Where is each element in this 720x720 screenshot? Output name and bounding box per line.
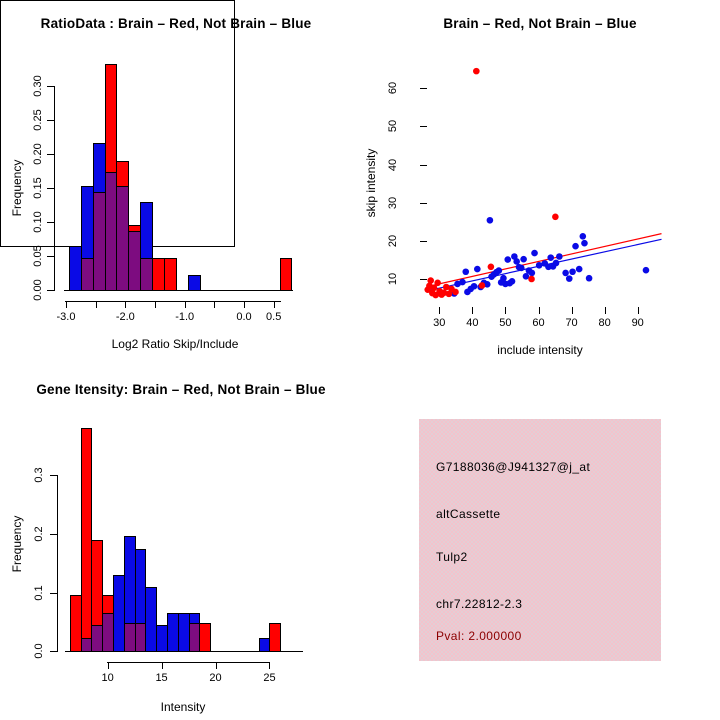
y-tick-label: 0.15 xyxy=(32,177,44,199)
y-tick-label: 0.1 xyxy=(33,584,45,601)
y-tick-label: 50 xyxy=(387,120,399,133)
histogram-bar xyxy=(140,202,153,259)
x-tick-label: 70 xyxy=(565,316,578,329)
y-tick xyxy=(47,154,54,155)
x-tick-label: 25 xyxy=(263,672,276,684)
info-panel xyxy=(419,419,661,661)
y-tick-label: 0.30 xyxy=(32,75,44,97)
x-tick xyxy=(244,301,245,308)
x-tick xyxy=(155,301,156,308)
ratio-histogram-y-axis-label: Frequency xyxy=(10,159,24,217)
y-tick xyxy=(420,126,427,127)
x-tick xyxy=(185,301,186,308)
x-tick-label: 0.5 xyxy=(266,311,282,323)
y-tick xyxy=(50,475,57,476)
y-tick xyxy=(50,651,57,652)
y-tick xyxy=(50,534,57,535)
y-tick xyxy=(47,290,54,291)
gene-histogram-title: Gene Itensity: Brain – Red, Not Brain – Blue xyxy=(36,382,326,397)
x-tick xyxy=(539,307,540,314)
y-axis-line xyxy=(57,475,58,652)
histogram-bar xyxy=(280,258,293,292)
y-tick-label: 40 xyxy=(387,158,399,171)
y-tick xyxy=(420,88,427,89)
x-tick xyxy=(214,301,215,308)
y-axis-line xyxy=(54,86,55,291)
scatter-x-axis-label: include intensity xyxy=(497,343,583,357)
splice-type-text: altCassette xyxy=(436,507,501,521)
y-tick-label: 0.20 xyxy=(32,143,44,165)
histogram-bar xyxy=(116,161,129,187)
x-tick xyxy=(162,662,163,669)
x-tick-label: 15 xyxy=(155,672,168,684)
x-tick xyxy=(269,662,270,669)
y-tick-label: 60 xyxy=(387,82,399,95)
y-tick-label: 0.10 xyxy=(32,211,44,233)
x-tick-label: 80 xyxy=(598,316,611,329)
x-tick-label: 40 xyxy=(466,316,479,329)
gene-histogram-y-axis-label: Frequency xyxy=(10,515,24,573)
y-tick-label: 0.00 xyxy=(32,279,44,302)
x-tick xyxy=(96,301,97,308)
y-tick xyxy=(47,188,54,189)
x-tick-label: -1.0 xyxy=(175,311,195,323)
x-tick xyxy=(108,662,109,669)
y-tick xyxy=(50,593,57,594)
histogram-bar xyxy=(105,64,118,173)
x-tick-label: 0.0 xyxy=(236,311,252,323)
x-tick xyxy=(439,307,440,314)
histogram-bar xyxy=(269,623,281,652)
ratio-histogram-x-axis-label: Log2 Ratio Skip/Include xyxy=(111,337,239,351)
histogram-bar xyxy=(164,258,177,292)
x-tick-label: 30 xyxy=(433,316,446,329)
y-tick-label: 30 xyxy=(387,196,399,209)
x-tick xyxy=(638,307,639,314)
x-axis-line xyxy=(65,301,281,302)
gene-name-text: Tulp2 xyxy=(436,550,468,564)
chromosome-location-text: chr7.22812-2.3 xyxy=(436,597,523,611)
histogram-bar xyxy=(188,275,201,291)
x-tick-label: -2.0 xyxy=(115,311,135,323)
y-tick-label: 10 xyxy=(387,272,399,286)
x-tick-label: 50 xyxy=(499,316,512,329)
probe-id-text: G7188036@J941327@j_at xyxy=(436,460,591,474)
gene-histogram-x-axis-label: Intensity xyxy=(160,700,206,714)
x-tick xyxy=(125,301,126,308)
y-tick xyxy=(420,241,427,242)
scatter-title: Brain – Red, Not Brain – Blue xyxy=(443,16,637,31)
y-tick xyxy=(420,165,427,166)
x-tick-label: -3.0 xyxy=(56,311,76,323)
x-tick-label: 90 xyxy=(631,316,644,329)
y-tick xyxy=(47,120,54,121)
x-tick-label: 10 xyxy=(101,672,114,684)
x-tick xyxy=(66,301,67,308)
x-tick xyxy=(505,307,506,314)
x-tick xyxy=(605,307,606,314)
y-tick-label: 0.05 xyxy=(32,245,44,267)
x-tick xyxy=(572,307,573,314)
y-tick-label: 0.2 xyxy=(33,526,45,542)
pval-text: Pval: 2.000000 xyxy=(436,629,522,643)
x-tick-label: 20 xyxy=(209,672,222,684)
ratio-histogram-title: RatioData : Brain – Red, Not Brain – Blue xyxy=(40,16,312,31)
y-tick-label: 0.3 xyxy=(33,467,45,483)
x-tick-label: 60 xyxy=(532,316,545,329)
y-tick xyxy=(47,86,54,87)
scatter-y-axis-label: skip intensity xyxy=(364,148,378,218)
y-tick-label: 0.25 xyxy=(32,109,44,131)
y-tick-label: 20 xyxy=(387,234,399,247)
y-tick-label: 0.0 xyxy=(33,643,45,659)
y-tick xyxy=(47,256,54,257)
x-tick xyxy=(472,307,473,314)
histogram-bar xyxy=(199,623,211,652)
x-axis-line xyxy=(107,662,270,663)
y-tick xyxy=(420,279,427,280)
x-tick xyxy=(274,301,275,308)
x-tick xyxy=(216,662,217,669)
y-tick xyxy=(47,222,54,223)
y-tick xyxy=(420,203,427,204)
